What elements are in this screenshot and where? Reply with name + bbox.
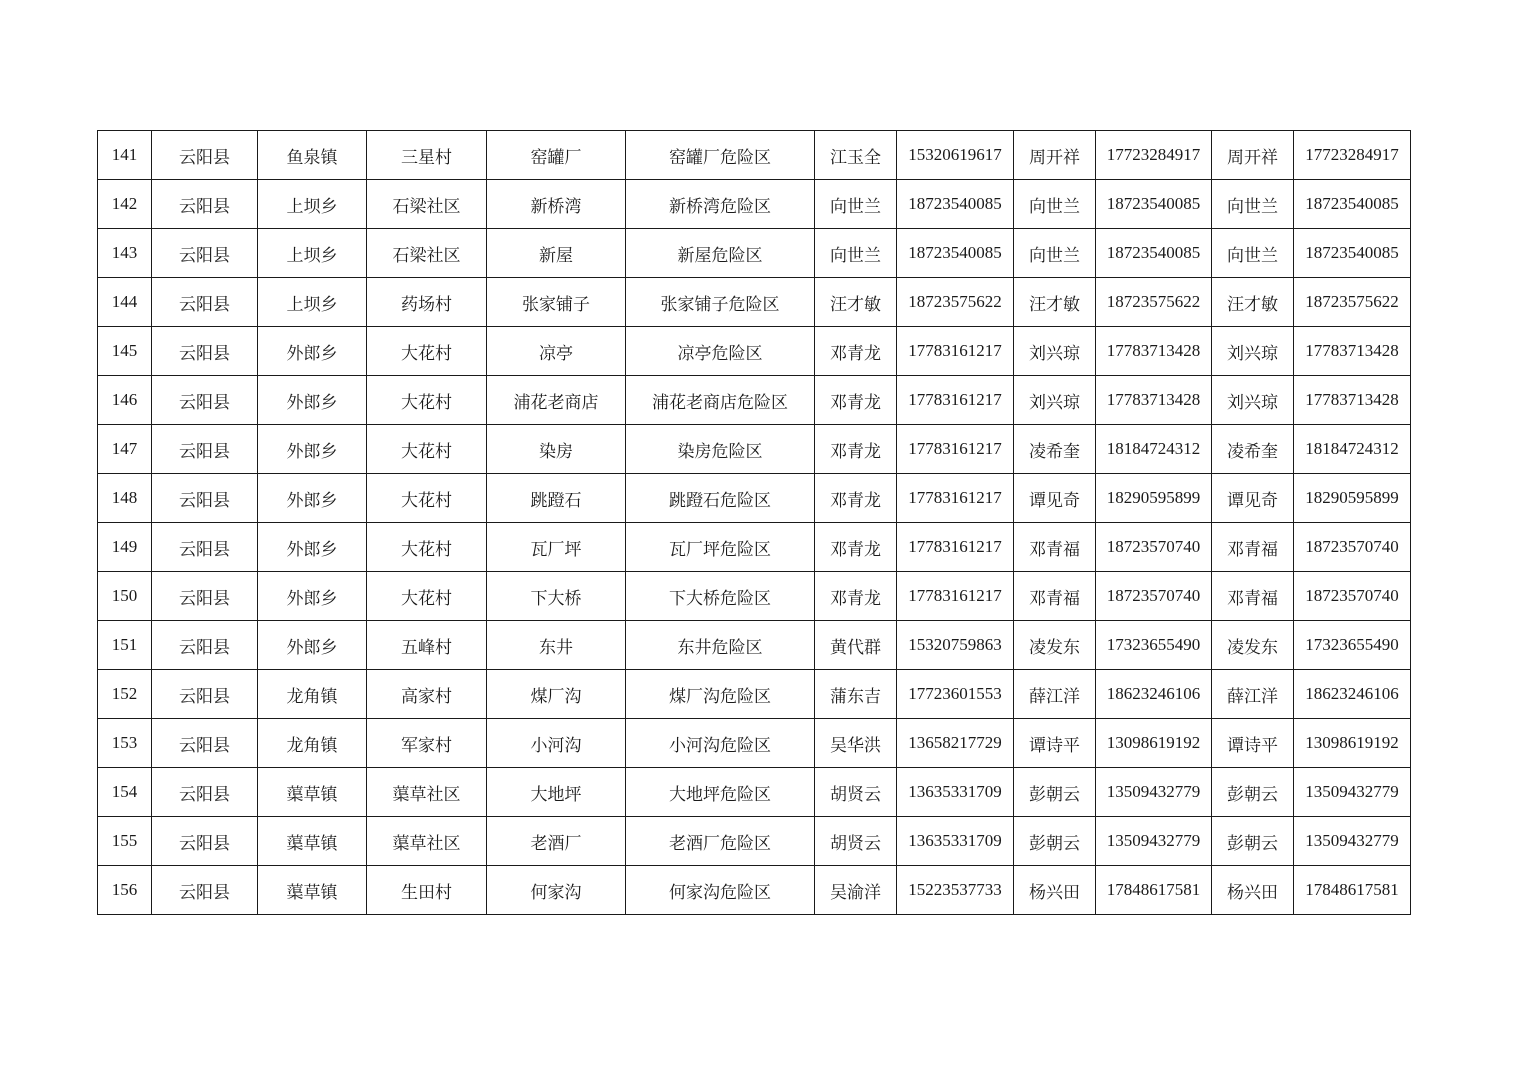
county-cell: 云阳县 [152, 866, 258, 915]
village-cell: 三星村 [367, 131, 487, 180]
danger-zone-cell: 下大桥危险区 [626, 572, 815, 621]
location-cell: 新屋 [487, 229, 626, 278]
county-cell: 云阳县 [152, 278, 258, 327]
contact-name-cell: 刘兴琼 [1014, 376, 1096, 425]
location-cell: 煤厂沟 [487, 670, 626, 719]
contact-name-cell: 汪才敏 [1014, 278, 1096, 327]
county-cell: 云阳县 [152, 523, 258, 572]
contact-phone-cell: 17723284917 [1294, 131, 1411, 180]
table-row [98, 768, 1411, 817]
village-cell: 大花村 [367, 523, 487, 572]
row-number-cell: 144 [98, 278, 152, 327]
table-row [98, 817, 1411, 866]
contact-name-cell: 向世兰 [1212, 229, 1294, 278]
location-cell: 瓦厂坪 [487, 523, 626, 572]
contact-name-cell: 彭朝云 [1014, 768, 1096, 817]
location-cell: 跳蹬石 [487, 474, 626, 523]
township-cell: 龙角镇 [258, 670, 367, 719]
county-cell: 云阳县 [152, 768, 258, 817]
row-number-cell: 152 [98, 670, 152, 719]
location-cell: 老酒厂 [487, 817, 626, 866]
location-cell: 小河沟 [487, 719, 626, 768]
county-cell: 云阳县 [152, 327, 258, 376]
contact-phone-cell: 18723570740 [1096, 523, 1212, 572]
danger-zone-cell: 瓦厂坪危险区 [626, 523, 815, 572]
danger-zone-cell: 大地坪危险区 [626, 768, 815, 817]
township-cell: 龙角镇 [258, 719, 367, 768]
contact-name-cell: 蒲东吉 [815, 670, 897, 719]
contact-phone-cell: 17323655490 [1294, 621, 1411, 670]
contact-name-cell: 凌希奎 [1014, 425, 1096, 474]
county-cell: 云阳县 [152, 719, 258, 768]
contact-phone-cell: 17783161217 [897, 523, 1014, 572]
table-row [98, 719, 1411, 768]
township-cell: 上坝乡 [258, 229, 367, 278]
county-cell: 云阳县 [152, 572, 258, 621]
location-cell: 下大桥 [487, 572, 626, 621]
contact-name-cell: 邓青龙 [815, 376, 897, 425]
table-row [98, 180, 1411, 229]
location-cell: 染房 [487, 425, 626, 474]
contact-name-cell: 胡贤云 [815, 817, 897, 866]
danger-zone-cell: 浦花老商店危险区 [626, 376, 815, 425]
contact-phone-cell: 18723570740 [1294, 523, 1411, 572]
county-cell: 云阳县 [152, 131, 258, 180]
contact-name-cell: 黄代群 [815, 621, 897, 670]
contact-name-cell: 刘兴琼 [1212, 376, 1294, 425]
township-cell: 外郎乡 [258, 523, 367, 572]
contact-phone-cell: 18723575622 [1096, 278, 1212, 327]
row-number-cell: 145 [98, 327, 152, 376]
county-cell: 云阳县 [152, 376, 258, 425]
row-number-cell: 142 [98, 180, 152, 229]
village-cell: 大花村 [367, 425, 487, 474]
contact-name-cell: 刘兴琼 [1014, 327, 1096, 376]
contact-phone-cell: 13509432779 [1294, 817, 1411, 866]
contact-name-cell: 周开祥 [1212, 131, 1294, 180]
contact-name-cell: 吴华洪 [815, 719, 897, 768]
contact-phone-cell: 18290595899 [1294, 474, 1411, 523]
table-row [98, 229, 1411, 278]
location-cell: 新桥湾 [487, 180, 626, 229]
village-cell: 大花村 [367, 327, 487, 376]
row-number-cell: 151 [98, 621, 152, 670]
village-cell: 高家村 [367, 670, 487, 719]
contact-name-cell: 薛江洋 [1014, 670, 1096, 719]
contact-name-cell: 邓青龙 [815, 523, 897, 572]
contact-name-cell: 薛江洋 [1212, 670, 1294, 719]
village-cell: 大花村 [367, 376, 487, 425]
village-cell: 蕖草社区 [367, 817, 487, 866]
location-cell: 凉亭 [487, 327, 626, 376]
row-number-cell: 153 [98, 719, 152, 768]
row-number-cell: 146 [98, 376, 152, 425]
township-cell: 外郎乡 [258, 572, 367, 621]
contact-phone-cell: 18623246106 [1294, 670, 1411, 719]
contact-name-cell: 彭朝云 [1212, 817, 1294, 866]
row-number-cell: 141 [98, 131, 152, 180]
contact-phone-cell: 17783713428 [1294, 327, 1411, 376]
table-row [98, 621, 1411, 670]
location-cell: 东井 [487, 621, 626, 670]
row-number-cell: 150 [98, 572, 152, 621]
contact-phone-cell: 18623246106 [1096, 670, 1212, 719]
contact-phone-cell: 13635331709 [897, 817, 1014, 866]
danger-zone-cell: 窑罐厂危险区 [626, 131, 815, 180]
contact-phone-cell: 18723540085 [1294, 180, 1411, 229]
table-row [98, 670, 1411, 719]
contact-name-cell: 周开祥 [1014, 131, 1096, 180]
contact-phone-cell: 17723601553 [897, 670, 1014, 719]
village-cell: 大花村 [367, 572, 487, 621]
contact-name-cell: 邓青龙 [815, 572, 897, 621]
contact-phone-cell: 18290595899 [1096, 474, 1212, 523]
contact-name-cell: 邓青福 [1212, 523, 1294, 572]
village-cell: 药场村 [367, 278, 487, 327]
row-number-cell: 143 [98, 229, 152, 278]
township-cell: 上坝乡 [258, 278, 367, 327]
contact-name-cell: 邓青龙 [815, 327, 897, 376]
contact-phone-cell: 17783713428 [1294, 376, 1411, 425]
contact-phone-cell: 17783161217 [897, 327, 1014, 376]
contact-name-cell: 彭朝云 [1014, 817, 1096, 866]
contact-name-cell: 谭诗平 [1014, 719, 1096, 768]
contact-phone-cell: 18723540085 [1096, 229, 1212, 278]
contact-name-cell: 向世兰 [1014, 180, 1096, 229]
county-cell: 云阳县 [152, 817, 258, 866]
contact-name-cell: 杨兴田 [1014, 866, 1096, 915]
row-number-cell: 154 [98, 768, 152, 817]
contact-name-cell: 向世兰 [1212, 180, 1294, 229]
village-cell: 蕖草社区 [367, 768, 487, 817]
location-cell: 何家沟 [487, 866, 626, 915]
contact-name-cell: 凌希奎 [1212, 425, 1294, 474]
village-cell: 军家村 [367, 719, 487, 768]
danger-zone-cell: 张家铺子危险区 [626, 278, 815, 327]
village-cell: 石梁社区 [367, 180, 487, 229]
contact-name-cell: 彭朝云 [1212, 768, 1294, 817]
contact-name-cell: 邓青福 [1212, 572, 1294, 621]
contact-phone-cell: 18723570740 [1294, 572, 1411, 621]
contact-phone-cell: 17783161217 [897, 572, 1014, 621]
contact-phone-cell: 18723540085 [1096, 180, 1212, 229]
contact-name-cell: 邓青龙 [815, 425, 897, 474]
contact-phone-cell: 15320619617 [897, 131, 1014, 180]
contact-phone-cell: 13509432779 [1294, 768, 1411, 817]
danger-zone-cell: 小河沟危险区 [626, 719, 815, 768]
contact-phone-cell: 18723540085 [897, 180, 1014, 229]
row-number-cell: 149 [98, 523, 152, 572]
contact-name-cell: 杨兴田 [1212, 866, 1294, 915]
contact-phone-cell: 15223537733 [897, 866, 1014, 915]
contact-name-cell: 凌发东 [1014, 621, 1096, 670]
danger-zone-cell: 染房危险区 [626, 425, 815, 474]
contact-name-cell: 吴渝洋 [815, 866, 897, 915]
table-row [98, 425, 1411, 474]
table-row [98, 523, 1411, 572]
contact-phone-cell: 15320759863 [897, 621, 1014, 670]
contact-phone-cell: 18723570740 [1096, 572, 1212, 621]
contact-name-cell: 胡贤云 [815, 768, 897, 817]
contact-phone-cell: 17783161217 [897, 376, 1014, 425]
contact-phone-cell: 13635331709 [897, 768, 1014, 817]
village-cell: 大花村 [367, 474, 487, 523]
contact-phone-cell: 13509432779 [1096, 817, 1212, 866]
contact-name-cell: 汪才敏 [815, 278, 897, 327]
danger-zone-contact-table [97, 130, 1411, 915]
contact-phone-cell: 13509432779 [1096, 768, 1212, 817]
contact-phone-cell: 17783161217 [897, 474, 1014, 523]
township-cell: 鱼泉镇 [258, 131, 367, 180]
contact-name-cell: 谭诗平 [1212, 719, 1294, 768]
location-cell: 浦花老商店 [487, 376, 626, 425]
contact-name-cell: 凌发东 [1212, 621, 1294, 670]
location-cell: 张家铺子 [487, 278, 626, 327]
danger-zone-cell: 新屋危险区 [626, 229, 815, 278]
township-cell: 外郎乡 [258, 425, 367, 474]
location-cell: 大地坪 [487, 768, 626, 817]
table-body [98, 131, 1411, 915]
county-cell: 云阳县 [152, 670, 258, 719]
table-row [98, 376, 1411, 425]
county-cell: 云阳县 [152, 621, 258, 670]
contact-phone-cell: 18723575622 [897, 278, 1014, 327]
danger-zone-cell: 跳蹬石危险区 [626, 474, 815, 523]
contact-phone-cell: 18723540085 [1294, 229, 1411, 278]
row-number-cell: 147 [98, 425, 152, 474]
township-cell: 外郎乡 [258, 376, 367, 425]
contact-phone-cell: 17848617581 [1096, 866, 1212, 915]
location-cell: 窑罐厂 [487, 131, 626, 180]
contact-name-cell: 邓青福 [1014, 523, 1096, 572]
contact-name-cell: 向世兰 [1014, 229, 1096, 278]
contact-name-cell: 向世兰 [815, 180, 897, 229]
contact-name-cell: 邓青福 [1014, 572, 1096, 621]
danger-zone-cell: 老酒厂危险区 [626, 817, 815, 866]
contact-phone-cell: 18184724312 [1096, 425, 1212, 474]
table-row [98, 131, 1411, 180]
danger-zone-cell: 凉亭危险区 [626, 327, 815, 376]
township-cell: 蕖草镇 [258, 866, 367, 915]
township-cell: 外郎乡 [258, 474, 367, 523]
contact-phone-cell: 13098619192 [1096, 719, 1212, 768]
village-cell: 石梁社区 [367, 229, 487, 278]
table-row [98, 474, 1411, 523]
contact-phone-cell: 18184724312 [1294, 425, 1411, 474]
contact-name-cell: 刘兴琼 [1212, 327, 1294, 376]
contact-name-cell: 邓青龙 [815, 474, 897, 523]
danger-zone-cell: 何家沟危险区 [626, 866, 815, 915]
village-cell: 生田村 [367, 866, 487, 915]
contact-phone-cell: 13658217729 [897, 719, 1014, 768]
township-cell: 蕖草镇 [258, 768, 367, 817]
contact-phone-cell: 18723540085 [897, 229, 1014, 278]
contact-phone-cell: 17783713428 [1096, 376, 1212, 425]
contact-name-cell: 谭见奇 [1212, 474, 1294, 523]
contact-phone-cell: 17848617581 [1294, 866, 1411, 915]
county-cell: 云阳县 [152, 474, 258, 523]
table-row [98, 572, 1411, 621]
table-row [98, 327, 1411, 376]
contact-phone-cell: 17323655490 [1096, 621, 1212, 670]
county-cell: 云阳县 [152, 425, 258, 474]
contact-phone-cell: 17783713428 [1096, 327, 1212, 376]
row-number-cell: 156 [98, 866, 152, 915]
contact-name-cell: 汪才敏 [1212, 278, 1294, 327]
village-cell: 五峰村 [367, 621, 487, 670]
township-cell: 外郎乡 [258, 327, 367, 376]
county-cell: 云阳县 [152, 229, 258, 278]
township-cell: 外郎乡 [258, 621, 367, 670]
danger-zone-cell: 新桥湾危险区 [626, 180, 815, 229]
table-row [98, 866, 1411, 915]
row-number-cell: 155 [98, 817, 152, 866]
row-number-cell: 148 [98, 474, 152, 523]
contact-name-cell: 江玉全 [815, 131, 897, 180]
contact-phone-cell: 17783161217 [897, 425, 1014, 474]
danger-zone-cell: 东井危险区 [626, 621, 815, 670]
contact-name-cell: 向世兰 [815, 229, 897, 278]
table-row [98, 278, 1411, 327]
county-cell: 云阳县 [152, 180, 258, 229]
township-cell: 蕖草镇 [258, 817, 367, 866]
contact-name-cell: 谭见奇 [1014, 474, 1096, 523]
contact-phone-cell: 18723575622 [1294, 278, 1411, 327]
contact-phone-cell: 17723284917 [1096, 131, 1212, 180]
contact-phone-cell: 13098619192 [1294, 719, 1411, 768]
township-cell: 上坝乡 [258, 180, 367, 229]
danger-zone-cell: 煤厂沟危险区 [626, 670, 815, 719]
